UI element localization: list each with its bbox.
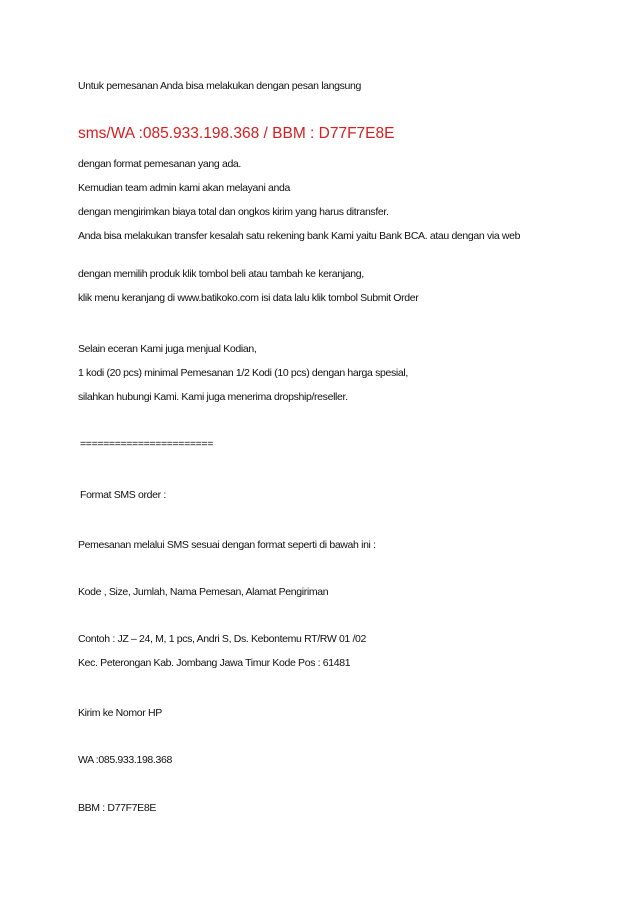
wa-number: WA :085.933.198.368 <box>78 754 172 766</box>
paragraph-contact-us: silahkan hubungi Kami. Kami juga menerima dropship/reseller. <box>78 391 348 403</box>
paragraph-transfer-cost: dengan mengirimkan biaya total dan ongkos kirim yang harus ditransfer. <box>78 206 389 218</box>
format-heading: Format SMS order : <box>80 489 166 501</box>
bbm-pin: BBM : D77F7E8E <box>78 802 156 814</box>
contact-headline: sms/WA :085.933.198.368 / BBM : D77F7E8E <box>78 125 395 142</box>
paragraph-cart: klik menu keranjang di www.batikoko.com isi data lalu klik tombol Submit Order <box>78 292 419 304</box>
intro-text: Untuk pemesanan Anda bisa melakukan dengan pesan langsung <box>78 80 362 92</box>
paragraph-select-product: dengan memilih produk klik tombol beli atau tambah ke keranjang, <box>78 268 364 280</box>
send-to-label: Kirim ke Nomor HP <box>78 707 162 719</box>
format-fields: Kode , Size, Jumlah, Nama Pemesan, Alamat Pengiriman <box>78 586 329 598</box>
paragraph-wholesale: Selain eceran Kami juga menjual Kodian, <box>78 343 257 355</box>
paragraph-format: dengan format pemesanan yang ada. <box>78 158 241 170</box>
example-line-1: Contoh : JZ – 24, M, 1 pcs, Andri S, Ds. Kebontemu RT/RW 01 /02 <box>78 633 367 645</box>
format-intro: Pemesanan melalui SMS sesuai dengan format seperti di bawah ini : <box>78 539 376 551</box>
separator-line: ======================= <box>80 438 213 450</box>
paragraph-admin: Kemudian team admin kami akan melayani anda <box>78 182 290 194</box>
paragraph-kodi: 1 kodi (20 pcs) minimal Pemesanan 1/2 Kodi (10 pcs) dengan harga spesial, <box>78 367 408 379</box>
example-line-2: Kec. Peterongan Kab. Jombang Jawa Timur Kode Pos : 61481 <box>78 657 351 669</box>
paragraph-bank-transfer: Anda bisa melakukan transfer kesalah satu rekening bank Kami yaitu Bank BCA. atau dengan via web <box>78 230 521 242</box>
